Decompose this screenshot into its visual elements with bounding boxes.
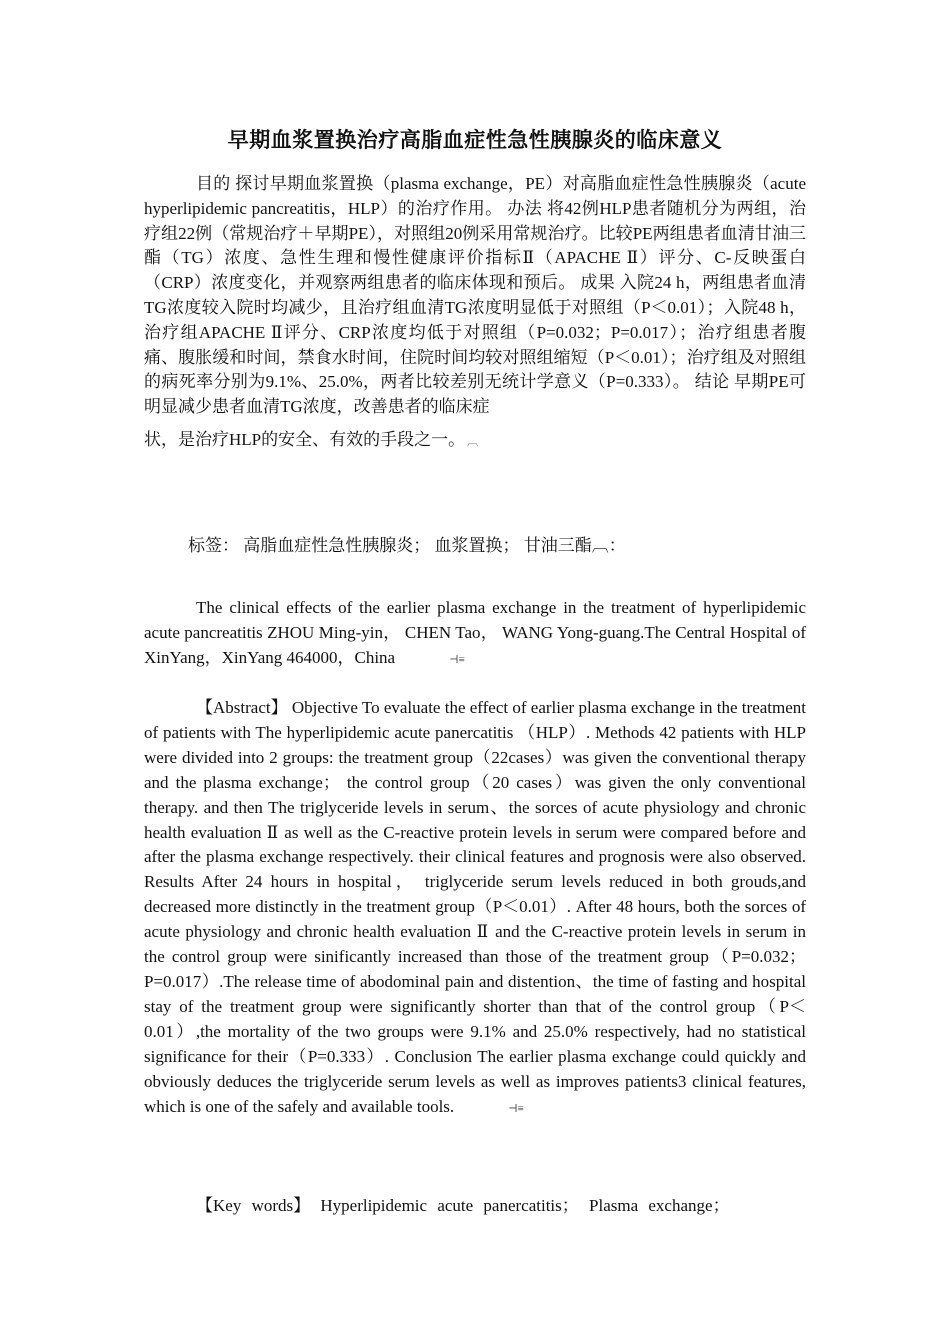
english-abstract <box>144 696 806 1121</box>
english-header <box>144 596 806 673</box>
chinese-abstract-last-text: 状，是治疗HLP的安全、有效的手段之一。 <box>144 429 466 449</box>
paragraph-mark-icon: ︹ <box>467 435 479 448</box>
chinese-abstract-body: 目的 探讨早期血浆置换（plasma exchange，PE）对高脂血症性急性胰腺炎（acute hyperlipidemic pancreatitis，HLP）的治疗作用。 办法 将42例HLP患者随机分为两组，治疗组22例（常规治疗＋早期PE），对照组20例采用常规治疗。比较PE两组患者血清甘油三酯（TG）浓度、急性生理和慢性健康评价指标Ⅱ（APACHE Ⅱ）评分、C-反映蛋白（CRP）浓度变化，并观察两组患者的临床体现和预后。 成果 入院24 h，两组患者血清TG浓度较入院时均减少，且治疗组血清TG浓度明显低于对照组（P＜0.01）；入院48 h，治疗组APACHE Ⅱ评分、CRP浓度均低于对照组（P=0.032；P=0.017）；治疗组患者腹痛、腹胀缓和时间，禁食水时间，住院时间均较对照组缩短（P＜0.01）；治疗组及对照组的病死率分别为9.1%、25.0%，两者比较差别无统计学意义（P=0.333）。 结论 早期PE可明显减少患者血清TG浓度，改善患者的临床症 <box>144 174 806 417</box>
paper-title: 早期血浆置换治疗高脂血症性急性胰腺炎的临床意义 <box>227 128 723 152</box>
paragraph-mark-icon: ⊣≡ <box>508 1102 524 1115</box>
chinese-abstract-last-line <box>144 428 806 455</box>
chinese-keywords <box>188 534 808 559</box>
english-abstract-text: 【Abstract】 Objective To evaluate the effect of earlier plasma exchange in the treatment of patients with The hyperlipidemic acute panercatitis （HLP）. Methods 42 patients with HLP were divided into 2 groups: the treatment group（22cases）was given the conventional therapy and the plasma exchange； the control group（20 cases）was given the only conventional therapy. and then The triglyceride levels in serum、the sorces of acute physiology and chronic health evaluation Ⅱ as well as the C-reactive protein levels in serum were compared before and after the plasma exchange respectively. their clinical features and prognosis were also observed. Results After 24 hours in hospital， triglyceride serum levels reduced in both grouds,and decreased more distinctly in the treatment group（P＜0.01）. After 48 hours, both the sorces of acute physiology and chronic health evaluation Ⅱ and the C-reactive protein levels in serum in the control group were sinificantly increased than those of the treatment group（P=0.032；P=0.017）.The release time of abodominal pain and distention、the time of fasting and hospital stay of the treatment group were significantly shorter than that of the control group（P＜0.01）,the mortality of the two groups were 9.1% and 25.0% respectively, had no statistical significance for their（P=0.333）. Conclusion The earlier plasma exchange could quickly and obviously deduces the triglyceride serum levels as well as improves patients3 clinical features, which is one of the safely and available tools. <box>144 698 806 1116</box>
chinese-abstract <box>144 172 806 455</box>
english-keywords <box>196 1194 806 1219</box>
english-keywords-line: 【Key words】 Hyperlipidemic acute panercatitis； Plasma exchange； <box>196 1196 730 1215</box>
chinese-keywords-line: 标签： 高脂血症性急性胰腺炎； 血浆置换； 甘油三酯︹： <box>188 536 626 555</box>
paragraph-mark-icon: ⊣≡ <box>449 653 465 666</box>
english-title-authors: The clinical effects of the earlier plasma exchange in the treatment of hyperlipidemic acute pancreatitis ZHOU Ming-yin， CHEN Tao， WANG Yong-guang.The Central Hospital of XinYang，XinYang 464000，China <box>144 598 806 667</box>
